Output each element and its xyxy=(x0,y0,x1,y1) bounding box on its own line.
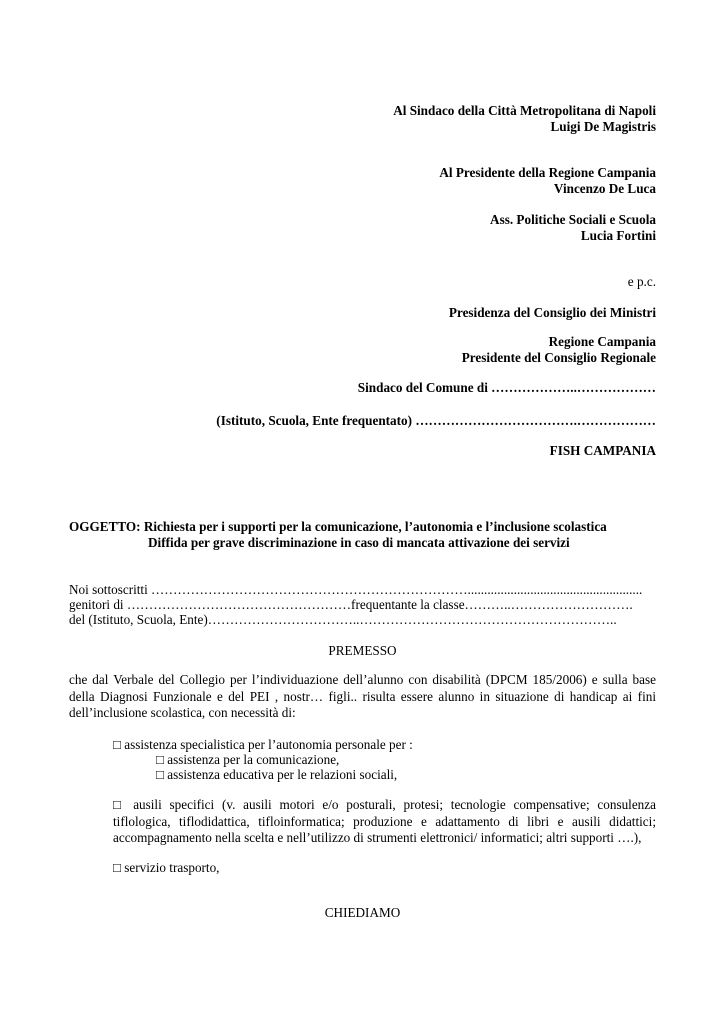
recipient-presidente-regione: Al Presidente della Regione Campania xyxy=(439,165,656,180)
premesso-line-2: della Diagnosi Funzionale e del PEI , nostr… figli.. risulta essere alunno in situazione di handicap ai fini xyxy=(69,688,656,704)
signers-line-2: genitori di ……………………………………………frequentante la classe………..………………………. xyxy=(69,597,633,612)
recipient-fish: FISH CAMPANIA xyxy=(549,443,656,458)
recipient-sindaco-napoli-name: Luigi De Magistris xyxy=(550,119,656,134)
checklist-educativa: □ assistenza educativa per le relazioni sociali, xyxy=(156,767,398,782)
checklist-trasporto: □ servizio trasporto, xyxy=(113,860,220,875)
ausili-line-1: □ ausili specifici (v. ausili motori e/o posturali, protesi; tecnologie compensative; consulenza xyxy=(113,797,656,812)
premesso-line-1: che dal Verbale del Collegio per l’individuazione dell’alunno con disabilità (DPCM 185/2006) e sulla base xyxy=(69,672,656,687)
premesso-line-3: dell’inclusione scolastica, con necessità di: xyxy=(69,705,296,720)
signers-line-1: Noi sottoscritti ………………………………………………………………..................................................... xyxy=(69,582,643,597)
chiediamo-heading: CHIEDIAMO xyxy=(324,905,401,920)
ausili-line-2: tiflologica, tiflodidattica, tifloinformatica; produzione e adattamento di libri e ausili didattici; xyxy=(113,813,656,829)
recipient-sindaco-comune: Sindaco del Comune di ………………..……………… xyxy=(357,380,656,395)
checklist-comunicazione: □ assistenza per la comunicazione, xyxy=(156,752,340,767)
recipient-sindaco-napoli: Al Sindaco della Città Metropolitana di Napoli xyxy=(393,103,656,118)
epc-label: e p.c. xyxy=(627,274,656,289)
recipient-presidenza-consiglio: Presidenza del Consiglio dei Ministri xyxy=(448,305,656,320)
recipient-assessore-name: Lucia Fortini xyxy=(580,228,656,243)
checklist-assistenza: □ assistenza specialistica per l’autonomia personale per : xyxy=(113,737,413,752)
signers-line-3: del (Istituto, Scuola, Ente)……………………………..………………………………………………….. xyxy=(69,612,617,627)
checklist-ausili xyxy=(113,797,656,847)
recipient-assessore: Ass. Politiche Sociali e Scuola xyxy=(490,212,656,227)
oggetto-line-2: Diffida per grave discriminazione in caso di mancata attivazione dei servizi xyxy=(148,535,570,550)
recipient-regione: Regione Campania xyxy=(548,334,656,349)
recipient-presidente-regione-name: Vincenzo De Luca xyxy=(553,181,656,196)
recipient-istituto: (Istituto, Scuola, Ente frequentato) ……………………………….……………… xyxy=(216,413,656,428)
premesso-paragraph xyxy=(69,672,656,722)
oggetto-line-1: OGGETTO: Richiesta per i supporti per la comunicazione, l’autonomia e l’inclusione scolastica xyxy=(69,519,607,534)
recipient-presidente-consiglio-regionale: Presidente del Consiglio Regionale xyxy=(461,350,656,365)
ausili-line-3: accompagnamento nella scelta e nell’utilizzo di strumenti elettronici/ informatici; altri supporti ….), xyxy=(113,830,642,845)
premesso-heading: PREMESSO xyxy=(328,643,397,658)
